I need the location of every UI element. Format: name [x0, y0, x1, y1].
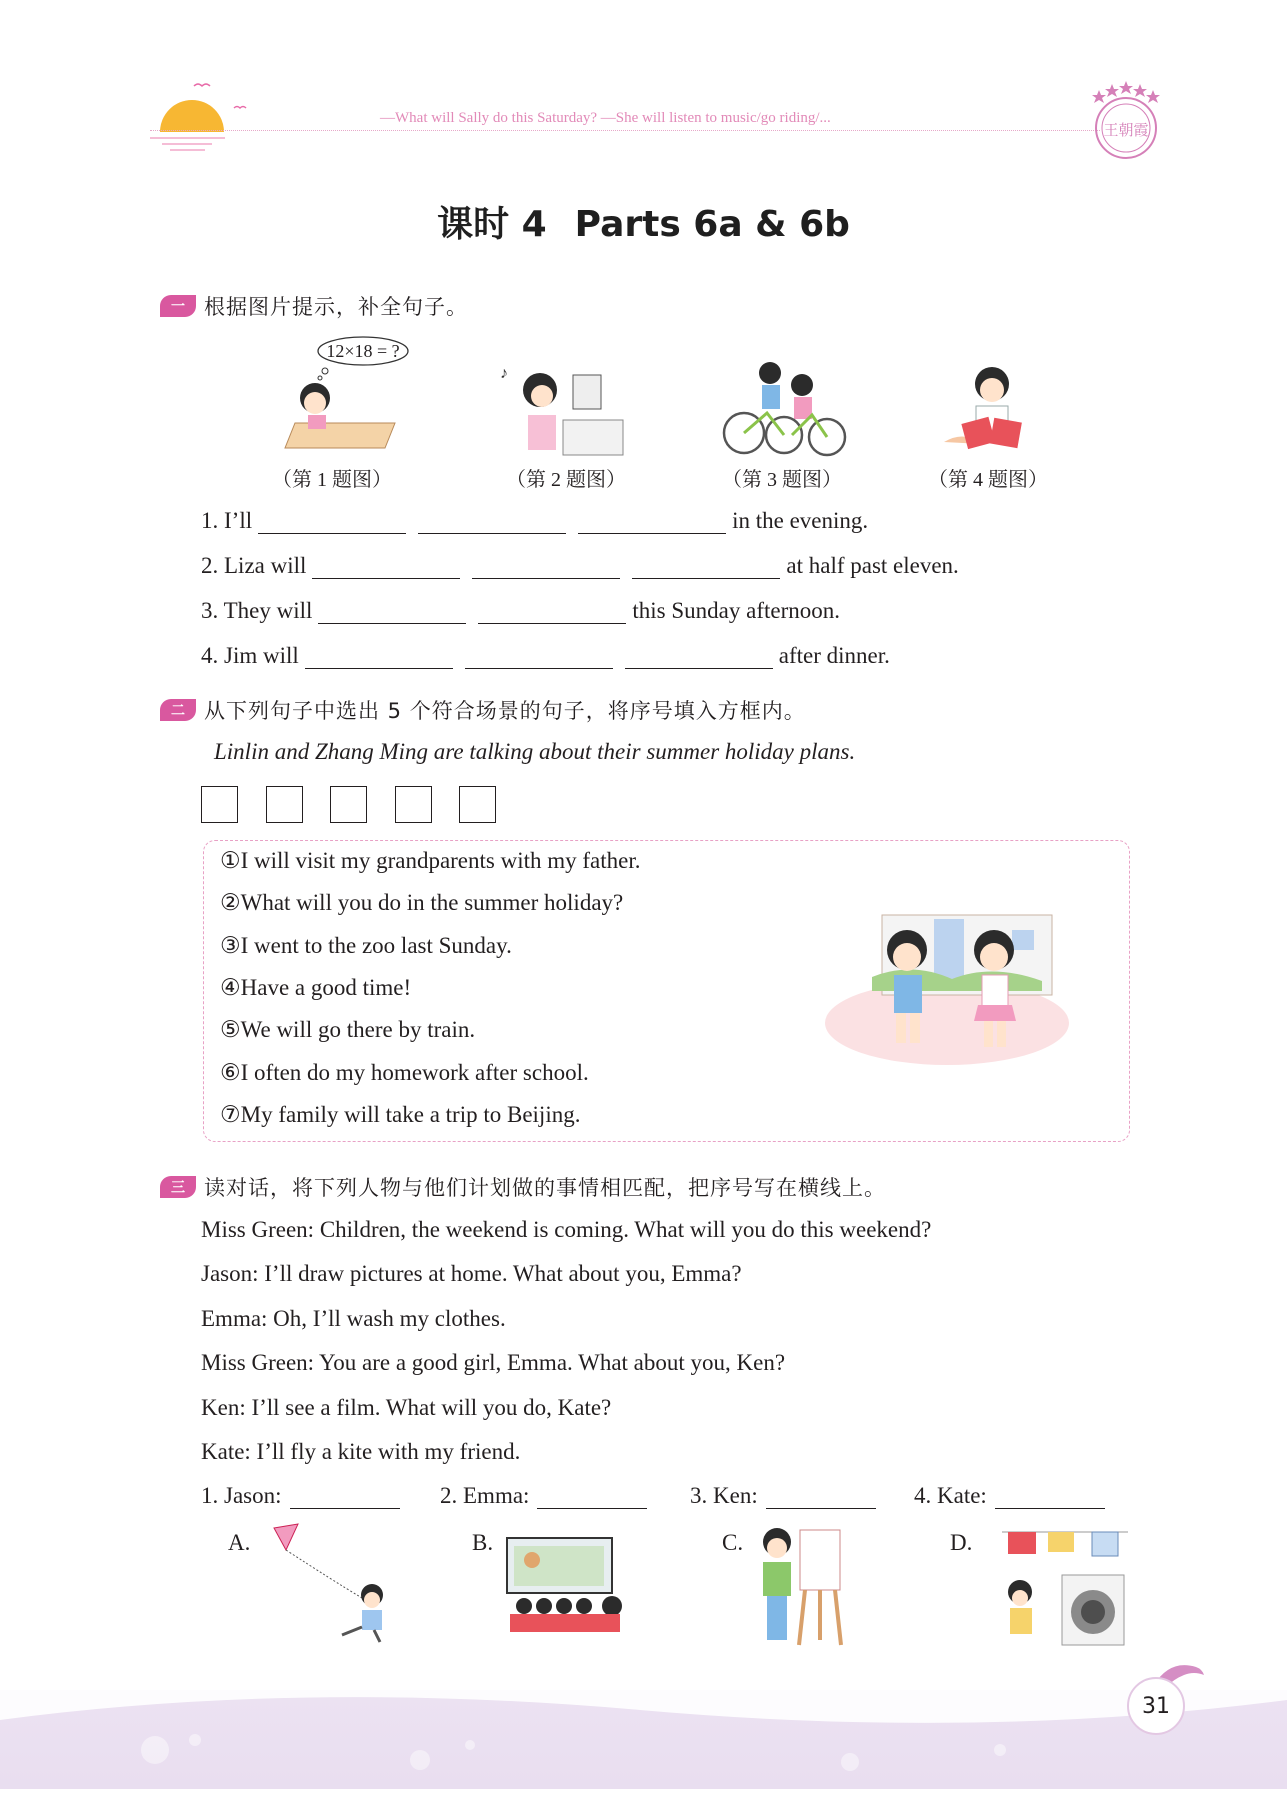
choice-a-fly-kite-illustration — [262, 1520, 407, 1650]
picture-4-boy-reading — [942, 362, 1042, 460]
match-blank[interactable] — [290, 1489, 400, 1509]
answer-box-1[interactable] — [201, 786, 238, 823]
choice-d-washing-clothes-illustration — [1000, 1520, 1130, 1650]
s1-question-3: 3. They will this Sunday afternoon. — [201, 598, 840, 623]
choice-d-label: D. — [950, 1530, 973, 1555]
dialogue-line-1: Miss Green: Children, the weekend is coming. What will you do this weekend? — [201, 1217, 932, 1242]
match-ken: 3. Ken: — [690, 1483, 876, 1509]
answer-box-3[interactable] — [330, 786, 367, 823]
picture-1-caption: （第 1 题图） — [272, 469, 392, 491]
section3-badge: 三 — [160, 1176, 196, 1198]
s1-question-4: 4. Jim will after dinner. — [201, 643, 890, 668]
section2-scene: Linlin and Zhang Ming are talking about their summer holiday plans. — [214, 739, 856, 764]
match-jason: 1. Jason: — [201, 1483, 400, 1509]
svg-text:王朝霞: 王朝霞 — [1103, 121, 1149, 139]
answer-blank[interactable] — [305, 647, 453, 669]
dialogue-line-2: Jason: I’ll draw pictures at home. What about you, Emma? — [201, 1261, 742, 1286]
answer-blank[interactable] — [472, 557, 620, 579]
match-emma: 2. Emma: — [440, 1483, 647, 1509]
s1-question-1: 1. I’ll in the evening. — [201, 508, 869, 533]
section3-heading — [160, 1171, 886, 1203]
section1-heading — [160, 290, 468, 322]
answer-blank[interactable] — [625, 647, 773, 669]
section1-badge: 一 — [160, 295, 196, 317]
picture-2-caption: （第 2 题图） — [506, 469, 626, 491]
option-5: ⑤We will go there by train. — [220, 1017, 476, 1042]
answer-blank[interactable] — [258, 512, 406, 534]
option-4: ④Have a good time! — [220, 975, 412, 1000]
answer-box-5[interactable] — [459, 786, 496, 823]
answer-blank[interactable] — [478, 602, 626, 624]
choice-b-cinema-illustration — [502, 1520, 632, 1640]
lesson-parts: Parts 6a & 6b — [574, 204, 850, 245]
answer-blank[interactable] — [578, 512, 726, 534]
section1-instruction: 根据图片提示，补全句子。 — [204, 295, 468, 319]
dialogue-line-5: Ken: I’ll see a film. What will you do, Kate? — [201, 1395, 612, 1420]
answer-blank[interactable] — [418, 512, 566, 534]
choice-a-label: A. — [228, 1530, 251, 1555]
section2-heading — [160, 694, 806, 726]
picture-1-girl-doing-math — [270, 333, 420, 458]
dialogue-line-6: Kate: I’ll fly a kite with my friend. — [201, 1439, 521, 1464]
answer-blank[interactable] — [632, 557, 780, 579]
picture-3-caption: （第 3 题图） — [722, 469, 842, 491]
option-2: ②What will you do in the summer holiday? — [220, 890, 624, 915]
answer-blank[interactable] — [312, 557, 460, 579]
match-blank[interactable] — [537, 1489, 647, 1509]
header-divider — [150, 130, 1100, 131]
picture-4-caption: （第 4 题图） — [928, 469, 1048, 491]
page-number: 31 — [1127, 1677, 1185, 1735]
section2-badge: 二 — [160, 699, 196, 721]
lesson-title — [0, 196, 1287, 247]
dialogue-line-3: Emma: Oh, I’ll wash my clothes. — [201, 1306, 506, 1331]
footer-band — [0, 1690, 1287, 1789]
match-kate: 4. Kate: — [914, 1483, 1105, 1509]
lesson-number: 课时 4 — [437, 204, 547, 245]
option-3: ③I went to the zoo last Sunday. — [220, 933, 512, 958]
answer-box-4[interactable] — [395, 786, 432, 823]
picture-3-kids-riding-bikes — [722, 355, 852, 460]
option-1: ①I will visit my grandparents with my father. — [220, 848, 641, 873]
picture-2-girl-listening-music — [498, 360, 628, 460]
s1-question-2: 2. Liza will at half past eleven. — [201, 553, 959, 578]
choice-c-label: C. — [722, 1530, 744, 1555]
svg-text:♪: ♪ — [500, 365, 508, 382]
match-blank[interactable] — [766, 1489, 876, 1509]
section2-instruction: 从下列句子中选出 5 个符合场景的句子，将序号填入方框内。 — [204, 699, 806, 723]
answer-blank[interactable] — [318, 602, 466, 624]
answer-box-2[interactable] — [266, 786, 303, 823]
svg-text:12×18 = ?: 12×18 = ? — [326, 341, 400, 361]
option-6: ⑥I often do my homework after school. — [220, 1060, 589, 1085]
choice-c-painting-illustration — [755, 1520, 855, 1650]
publisher-logo — [1085, 78, 1167, 164]
two-kids-with-backpacks-illustration — [822, 905, 1072, 1070]
header-running-text: —What will Sally do this Saturday? —She will listen to music/go riding/... — [380, 110, 831, 126]
answer-blank[interactable] — [465, 647, 613, 669]
sunset-decoration — [150, 80, 260, 160]
choice-b-label: B. — [472, 1530, 494, 1555]
option-7: ⑦My family will take a trip to Beijing. — [220, 1102, 581, 1127]
section3-instruction: 读对话，将下列人物与他们计划做的事情相匹配，把序号写在横线上。 — [204, 1176, 886, 1200]
match-blank[interactable] — [995, 1489, 1105, 1509]
dialogue-line-4: Miss Green: You are a good girl, Emma. What about you, Ken? — [201, 1350, 786, 1375]
